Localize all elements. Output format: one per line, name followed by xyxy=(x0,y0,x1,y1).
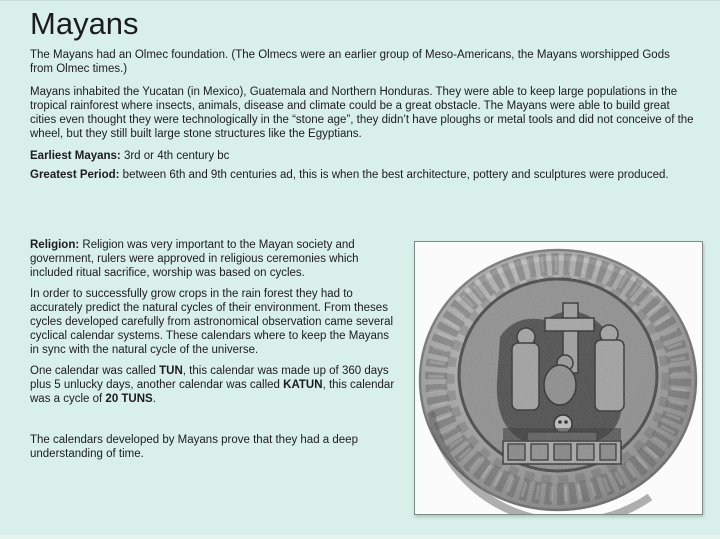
conclusion-paragraph: The calendars developed by Mayans prove that they had a deep understanding of time. xyxy=(30,434,358,460)
earliest-mayans-line: Earliest Mayans: 3rd or 4th century bc xyxy=(30,150,230,162)
calendar-paragraph: One calendar was called TUN, this calendar was made up of 360 days plus 5 unlucky days, another calendar was called KATUN, this calendar was a cycle of 20 TUNS. xyxy=(30,365,395,405)
page-title: Mayans xyxy=(30,6,139,41)
intro-paragraph-1: The Mayans had an Olmec foundation. (The Olmecs were an earlier group of Meso-Americans, the Mayans worshipped Gods from Olmec times.) xyxy=(30,49,670,75)
religion-paragraph: Religion: Religion was very important to the Mayan society and government, rulers were approved in religious ceremonies which included ritual sacrifice, worship was based on cycles. xyxy=(30,239,359,279)
calendar-stone-image xyxy=(415,242,702,514)
intro-section xyxy=(30,5,694,182)
intro-paragraph-2: Mayans inhabited the Yucatan (in Mexico), Guatemala and Northern Honduras. They were able to keep large populations in the tropical rainforest where insects, animals, disease and climate could be a great obstacle. The Mayans were able to build great cities even thought they were technologically in the “stone age”, they didn’t have ploughs or metal tools and did not conceive of the wheel, but they still built large stone structures like the Egyptians. xyxy=(30,86,694,140)
cycles-paragraph: In order to successfully grow crops in the rain forest they had to accurately predict the natural cycles of their environment. From theses cycles developed carefully from astronomical observation came several cyclical calendar systems. These calendars where to keep the Mayans in sync with the natural cycle of the universe. xyxy=(30,288,394,356)
calendar-stone-figure xyxy=(414,241,703,515)
greatest-period-line: Greatest Period: between 6th and 9th centuries ad, this is when the best architecture, pottery and sculptures were produced. xyxy=(30,169,669,181)
religion-section xyxy=(30,238,400,461)
